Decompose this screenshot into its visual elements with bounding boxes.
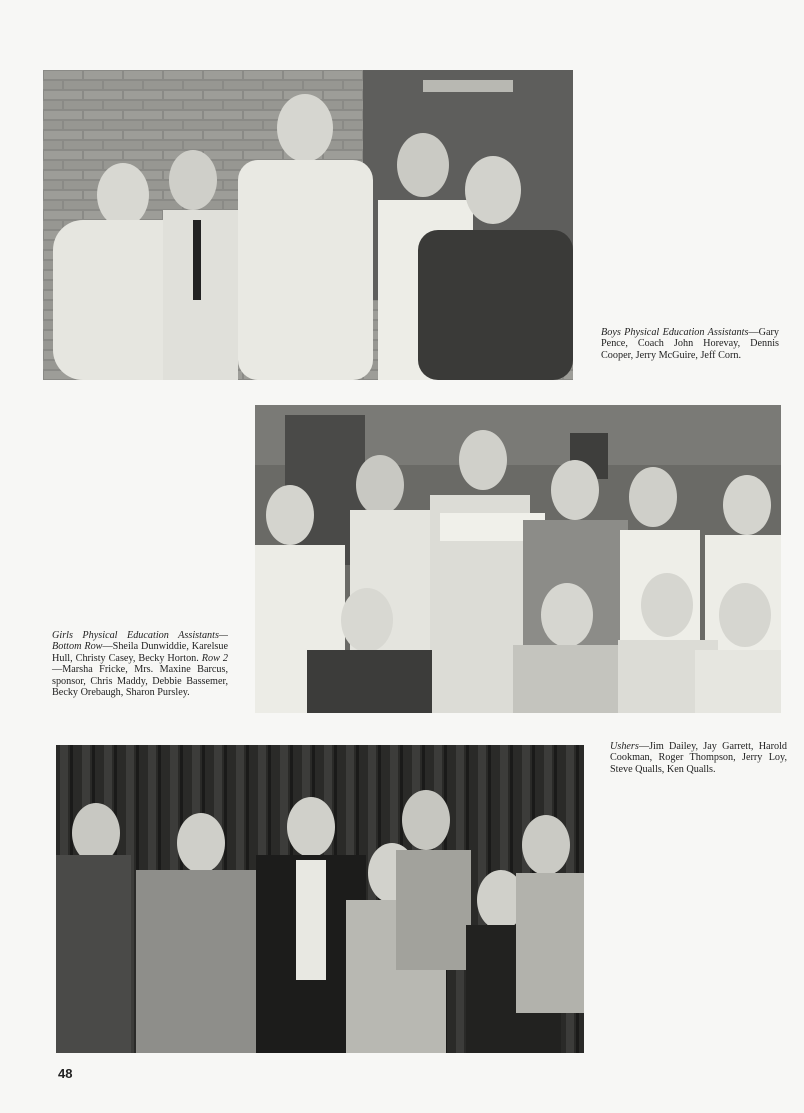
- girls-pe-caption: [52, 630, 228, 698]
- boys-pe-photo: [43, 70, 573, 380]
- ushers-caption: [610, 741, 787, 775]
- ushers-caption-names: —Jim Dailey, Jay Garrett, Harold Cookman, Roger Thompson, Jerry Loy, Steve Qualls, Ken Qualls.: [610, 741, 787, 775]
- girls-pe-caption-names-row1: —Sheila Dunwiddie, Karelsue Hull, Christy Casey, Becky Horton.: [52, 641, 228, 664]
- page-number: 48: [58, 1066, 73, 1081]
- boys-pe-caption-names: —Gary Pence, Coach John Horevay, Dennis Cooper, Jerry McGuire, Jeff Corn.: [601, 327, 779, 361]
- ushers-caption-lead: Ushers: [610, 741, 639, 752]
- girls-pe-photo: [255, 405, 781, 713]
- girls-pe-caption-names-row2: —Marsha Fricke, Mrs. Maxine Barcus, sponsor, Chris Maddy, Debbie Bassemer, Becky Orebaugh, Sharon Pursley.: [52, 664, 228, 699]
- boys-pe-caption: [601, 327, 779, 361]
- boys-pe-caption-lead: Boys Physical Education Assistants: [601, 327, 749, 338]
- ushers-photo: [56, 745, 584, 1053]
- girls-pe-caption-row-label: Row 2: [201, 652, 228, 664]
- girls-pe-caption-lead: Girls Physical Education Assistants—Bottom Row: [52, 630, 228, 653]
